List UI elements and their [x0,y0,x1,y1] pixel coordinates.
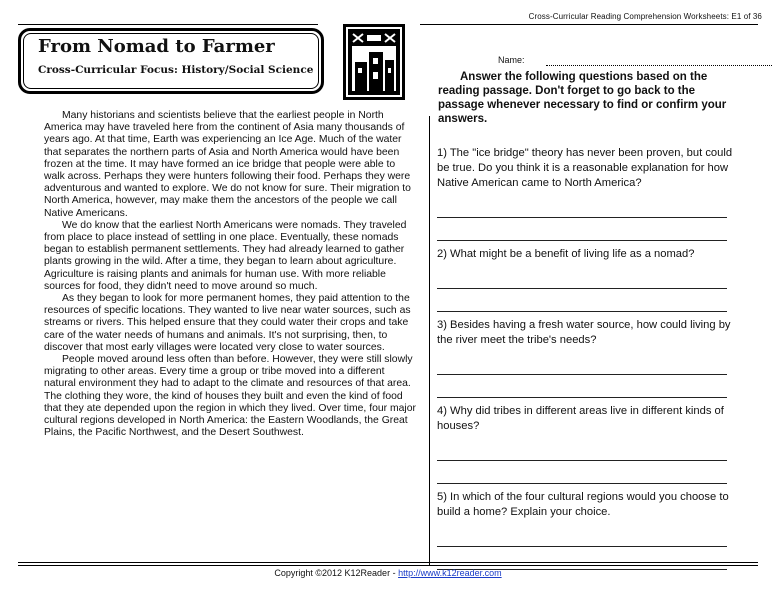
answer-line[interactable] [437,461,727,484]
answer-line[interactable] [437,524,727,547]
question-1 [437,146,737,241]
answer-line[interactable] [437,375,727,398]
question-4 [437,404,737,484]
question-text: 4) Why did tribes in different areas live in different kinds of houses? [437,405,724,432]
passage-paragraph: Many historians and scientists believe that the earliest people in North America may have traveled here from the continent of Asia many thousands of years ago. At that time, Earth was experiencing an Ice Age. Much of the water that separates the northern parts of Asia and North America would have been frozen at the time. It may have formed an ice bridge that people were able to walk across. Perhaps they were hunters following their food. Perhaps they were adventurous and wanted to explore. We do not know for sure. Their migration to North America, however, may make them the ancestors of the people we call Native Americans. [44,110,411,219]
name-line[interactable] [546,65,772,66]
answer-line[interactable] [437,438,727,461]
worksheet-series-label: Cross-Curricular Reading Comprehension Worksheets: E1 of 36 [528,12,762,21]
passage-paragraph: As they began to look for more permanent homes, they paid attention to the resources of specific locations. They wanted to live near water sources, such as streams or rivers. This helped ensure that they could water their crops and take care of the water needs of humans and animals. It's not surprising, then, to discover that most early villages were located very close to water sources. [44,293,411,353]
answer-line[interactable] [437,218,727,241]
name-label: Name: [498,55,525,65]
bottom-rule [18,562,758,563]
answer-line[interactable] [437,547,727,570]
reading-passage [44,110,416,439]
question-text: 3) Besides having a fresh water source, how could living by the river meet the tribe's needs? [437,319,731,346]
column-divider [429,116,430,565]
bottom-rule-2 [18,565,758,566]
answer-line[interactable] [437,289,727,312]
instructions: Answer the following questions based on the reading passage. Don't forget to go back to the passage whenever necessary to find or confirm your answers. [438,71,727,125]
passage-paragraph: We do know that the earliest North Americans were nomads. They traveled from place to place instead of settling in one place. Eventually, these nomads began to establish permanent settlements. They had already learned to gather plants growing in the wild. After a time, they began to learn about agriculture. Agriculture is raising plants and animals for human use. With more reliable sources for food, they didn't need to move around so much. [44,219,407,292]
question-3 [437,318,737,398]
top-rule [18,24,318,25]
question-2 [437,247,737,312]
name-field[interactable] [498,55,760,65]
k12reader-link[interactable]: http://www.k12reader.com [398,568,502,578]
question-5 [437,490,737,570]
pueblo-village-icon [343,24,405,100]
answer-line[interactable] [437,195,727,218]
passage-paragraph: People moved around less often than before. However, they were still slowly migrating to other areas. Every time a group or tribe moved into a different natural environment they had to adapt to the climate and resources of that area. The clothing they wore, the kind of houses they built and even the kind of food that they ate depended upon the region in which they lived. Over time, four major cultural regions developed in North America: the Eastern Woodlands, the Great Plains, the Pacific Northwest, and the Desert Southwest. [44,354,416,439]
answer-line[interactable] [437,352,727,375]
footer [0,568,776,578]
title-box [18,28,324,94]
question-list [437,146,737,576]
page-subtitle: Cross-Curricular Focus: History/Social Science [38,64,314,76]
question-text: 1) The "ice bridge" theory has never been proven, but could be true. Do you think it is a reasonable explanation for how Native American came to North America? [437,147,733,189]
answer-line[interactable] [437,266,727,289]
copyright-text: Copyright ©2012 K12Reader - [274,568,399,578]
question-text: 5) In which of the four cultural regions would you choose to build a home? Explain your choice. [437,491,729,518]
top-rule-right [420,24,758,25]
question-text: 2) What might be a benefit of living life as a nomad? [437,248,695,260]
page-title: From Nomad to Farmer [38,36,275,57]
